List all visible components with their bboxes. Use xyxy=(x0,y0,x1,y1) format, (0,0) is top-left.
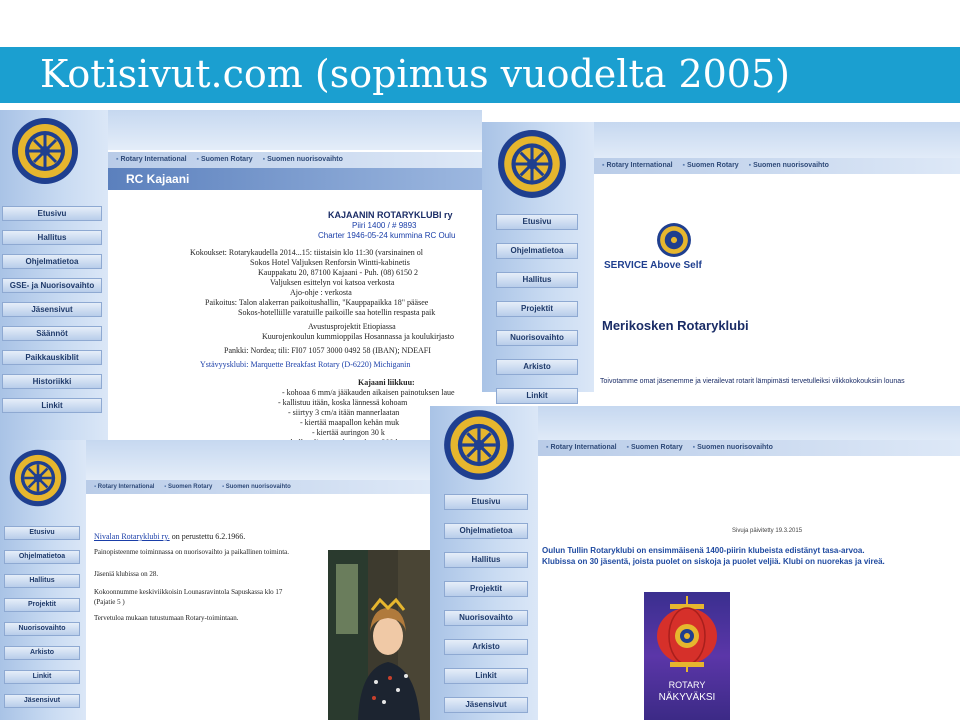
rotary-small-wheel-icon xyxy=(656,222,692,258)
content-line: Sokos Hotel Valjuksen Renforsin Wintti-kabinetis xyxy=(250,258,410,267)
screenshot-nivala xyxy=(0,440,430,720)
menu-etusivu[interactable]: Etusivu xyxy=(444,494,528,510)
menu-paikkauskiblit[interactable]: Paikkauskiblit xyxy=(2,350,102,365)
menu-jasensivut[interactable]: Jäsensivut xyxy=(444,697,528,713)
menu-linkit[interactable]: Linkit xyxy=(4,670,80,684)
menu-etusivu[interactable]: Etusivu xyxy=(496,214,578,230)
menu-ohjelmatietoa[interactable]: Ohjelmatietoa xyxy=(496,243,578,259)
site-header-label: RC Kajaani xyxy=(126,172,190,186)
content-line: Painopisteenme toiminnassa on nuorisovaihto ja paikallinen toiminta. xyxy=(94,548,289,556)
nav-rotary-international[interactable]: ▪ Rotary International xyxy=(116,156,187,163)
nav-suomen-rotary[interactable]: ▪ Suomen Rotary xyxy=(197,156,253,163)
top-nav xyxy=(108,152,482,168)
menu-arkisto[interactable]: Arkisto xyxy=(4,646,80,660)
top-nav xyxy=(594,158,960,174)
menu-etusivu[interactable]: Etusivu xyxy=(2,206,102,221)
nav-suomen-rotary[interactable]: ▪ Suomen Rotary xyxy=(164,484,212,490)
screenshot-tulli xyxy=(430,406,960,720)
content-line: Kauppakatu 20, 87100 Kajaani - Puh. (08) 6150 2 xyxy=(258,268,418,277)
screenshot-merikoski xyxy=(482,122,960,400)
member-photo xyxy=(328,550,430,720)
updated-date: Sivuja päivitetty 19.3.2015 xyxy=(732,528,803,534)
menu-hallitus[interactable]: Hallitus xyxy=(2,230,102,245)
intro-line xyxy=(94,532,245,541)
top-band xyxy=(108,110,482,150)
menu-linkit[interactable]: Linkit xyxy=(2,398,102,413)
intro-rest: on perustettu 6.2.1966. xyxy=(169,532,246,541)
side-menu xyxy=(444,494,528,726)
content-line: Sokos-hotelliille varatuille paikoille saa hotellin respasta paik xyxy=(238,308,436,317)
content-line: - kiertää maapallon kehän muk xyxy=(300,418,400,427)
top-band xyxy=(86,440,430,480)
club-link[interactable]: Nivalan Rotaryklubi ry. xyxy=(94,532,170,541)
content-area xyxy=(594,178,960,392)
menu-projektit[interactable]: Projektit xyxy=(444,581,528,597)
content-line: Kuurojenkoulun kummioppilas Hosannassa ja koulukirjasto xyxy=(262,332,454,341)
nav-rotary-international[interactable]: ▪ Rotary International xyxy=(546,444,617,451)
nav-suomen-nuorisovaihto[interactable]: ▪ Suomen nuorisovaihto xyxy=(693,444,773,451)
headline: Oulun Tullin Rotaryklubi on ensimmäisenä 1400-piirin klubeista edistänyt tasa-arvoa. xyxy=(542,546,865,555)
content-line: Kokoonnumme keskiviikkoisin Lounasravintola Sapuskassa klo 17 xyxy=(94,588,283,596)
content-line: Kajaani liikkuu: xyxy=(358,378,415,387)
subline: Klubissa on 30 jäsentä, joista puolet on siskoja ja puolet veljiä. Klubi on nuorekas ja vireä. xyxy=(542,557,885,566)
side-menu xyxy=(4,526,80,718)
nav-suomen-nuorisovaihto[interactable]: ▪ Suomen nuorisovaihto xyxy=(749,162,829,169)
content-line: - kohoaa 6 mm/a jääkauden aikaisen painotuksen laue xyxy=(282,388,455,397)
rotary-wheel-icon xyxy=(496,128,568,200)
menu-hallitus[interactable]: Hallitus xyxy=(4,574,80,588)
nav-rotary-international[interactable]: ▪ Rotary International xyxy=(94,484,154,490)
menu-projektit[interactable]: Projektit xyxy=(496,301,578,317)
nav-suomen-nuorisovaihto[interactable]: ▪ Suomen nuorisovaihto xyxy=(222,484,291,490)
menu-arkisto[interactable]: Arkisto xyxy=(444,639,528,655)
content-line: - kiertää auringon 30 k xyxy=(312,428,385,437)
nav-suomen-nuorisovaihto[interactable]: ▪ Suomen nuorisovaihto xyxy=(263,156,343,163)
content-line: Kokoukset: Rotarykaudella 2014...15: tiistaisin klo 11:30 (varsinainen ol xyxy=(190,248,424,257)
club-name: KAJAANIN ROTARYKLUBI ry xyxy=(328,210,453,220)
side-menu xyxy=(496,214,578,417)
content-line: Avustusprojektit Etiopiassa xyxy=(308,322,396,331)
poster-line-2: NÄKYVÄKSI xyxy=(658,692,716,703)
content-line: Valjuksen esittelyn voi katsoa verkosta xyxy=(270,278,395,287)
service-motto: SERVICE Above Self xyxy=(604,260,702,271)
content-line: - siirtyy 3 cm/a itään mannerlaatan xyxy=(288,408,400,417)
nav-suomen-rotary[interactable]: ▪ Suomen Rotary xyxy=(683,162,739,169)
rotary-wheel-icon xyxy=(10,116,80,186)
menu-projektit[interactable]: Projektit xyxy=(4,598,80,612)
nav-rotary-international[interactable]: ▪ Rotary International xyxy=(602,162,673,169)
menu-gse-nuorisovaihto[interactable]: GSE- ja Nuorisovaihto xyxy=(2,278,102,293)
menu-etusivu[interactable]: Etusivu xyxy=(4,526,80,540)
menu-linkit[interactable]: Linkit xyxy=(496,388,578,404)
content-line: Tervetuloa mukaan tutustumaan Rotary-toimintaan. xyxy=(94,614,239,622)
menu-nuorisovaihto[interactable]: Nuorisovaihto xyxy=(496,330,578,346)
menu-jasensivut[interactable]: Jäsensivut xyxy=(4,694,80,708)
poster-line-1: ROTARY xyxy=(668,680,706,690)
club-title: Merikosken Rotaryklubi xyxy=(602,318,749,333)
menu-jasensivut[interactable]: Jäsensivut xyxy=(2,302,102,317)
content-line: Jäseniä klubissa on 28. xyxy=(94,570,159,578)
content-line: Ajo-ohje : verkosta xyxy=(290,288,352,297)
content-line: - kallistuu itään, koska lännessä kohoam xyxy=(278,398,408,407)
menu-hallitus[interactable]: Hallitus xyxy=(444,552,528,568)
content-line: Ystävyysklubi: Marquette Breakfast Rotary (D-6220) Michiganin xyxy=(200,360,411,369)
nav-suomen-rotary[interactable]: ▪ Suomen Rotary xyxy=(627,444,683,451)
menu-nuorisovaihto[interactable]: Nuorisovaihto xyxy=(4,622,80,636)
menu-ohjelmatietoa[interactable]: Ohjelmatietoa xyxy=(4,550,80,564)
content-line: Pankki: Nordea; tili: FI07 1057 3000 0492 58 (IBAN); NDEAFI xyxy=(224,346,431,355)
lantern-icon xyxy=(652,596,722,672)
menu-ohjelmatietoa[interactable]: Ohjelmatietoa xyxy=(444,523,528,539)
welcome-text: Toivotamme omat jäsenemme ja vierailevat rotarit lämpimästi tervetulleiksi viikkokokouksiin lounas xyxy=(600,378,905,385)
menu-linkit[interactable]: Linkit xyxy=(444,668,528,684)
club-charter: Charter 1946-05-24 kummina RC Oulu xyxy=(318,231,456,240)
menu-saannot[interactable]: Säännöt xyxy=(2,326,102,341)
side-menu xyxy=(2,206,102,422)
slide-title: Kotisivut.com (sopimus vuodelta 2005) xyxy=(40,52,790,96)
content-area xyxy=(538,462,960,720)
menu-ohjelmatietoa[interactable]: Ohjelmatietoa xyxy=(2,254,102,269)
screenshot-kajaani xyxy=(0,110,482,440)
menu-historiikki[interactable]: Historiikki xyxy=(2,374,102,389)
top-band xyxy=(594,122,960,162)
top-nav xyxy=(538,440,960,456)
menu-arkisto[interactable]: Arkisto xyxy=(496,359,578,375)
menu-nuorisovaihto[interactable]: Nuorisovaihto xyxy=(444,610,528,626)
rotary-wheel-icon xyxy=(8,448,68,508)
club-piiri: Piiri 1400 / # 9893 xyxy=(352,221,417,230)
rotary-wheel-icon xyxy=(442,408,516,482)
content-line: Paikoitus: Talon alakerran paikoitushallin, "Kauppapaikka 18" pääsee xyxy=(205,298,429,307)
menu-hallitus[interactable]: Hallitus xyxy=(496,272,578,288)
top-nav xyxy=(86,480,430,494)
content-line: (Pajatie 5 ) xyxy=(94,598,125,606)
